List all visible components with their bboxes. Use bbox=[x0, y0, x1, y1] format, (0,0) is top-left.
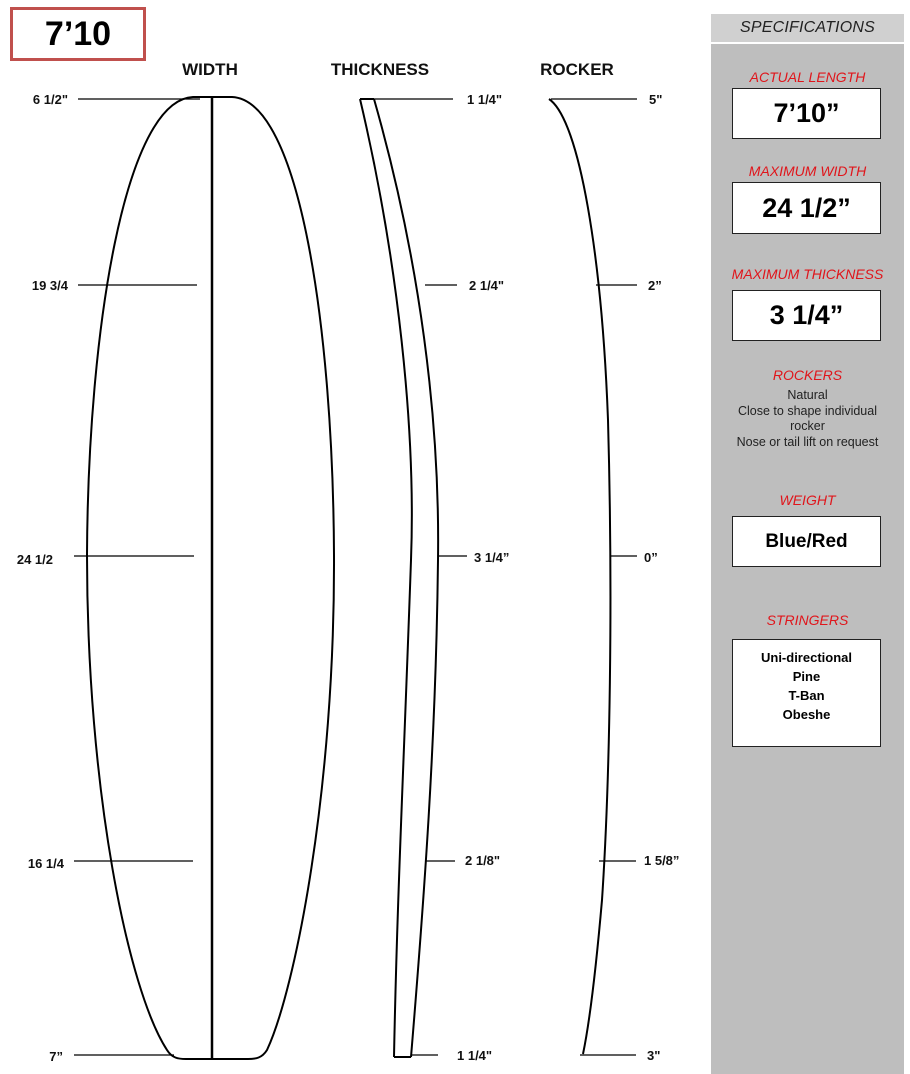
rocker-line bbox=[549, 99, 610, 1054]
stringer-item: Uni-directional bbox=[760, 650, 852, 665]
thickness-label-upper: 2 1/4" bbox=[469, 278, 505, 293]
maximum-width-label: MAXIMUM WIDTH bbox=[748, 163, 867, 179]
stringer-item: Pine bbox=[792, 669, 821, 684]
thickness-label-center: 3 1/4” bbox=[474, 550, 510, 565]
actual-length-label: ACTUAL LENGTH bbox=[749, 69, 866, 85]
rocker-label-center: 0” bbox=[644, 550, 658, 565]
rockers-label: ROCKERS bbox=[772, 367, 843, 383]
rockers-note-line: rocker bbox=[790, 419, 825, 433]
stringer-item: T-Ban bbox=[788, 688, 825, 703]
width-label-tail: 7” bbox=[49, 1049, 63, 1064]
thickness-bottom-line bbox=[360, 99, 412, 1057]
actual-length-value: 7’10” bbox=[732, 88, 881, 139]
rocker-label-tail: 3" bbox=[647, 1048, 661, 1063]
rockers-notes bbox=[711, 388, 904, 450]
weight-value: Blue/Red bbox=[732, 516, 881, 567]
maximum-width-value: 24 1/2” bbox=[732, 182, 881, 234]
thickness-label-nose: 1 1/4" bbox=[467, 92, 503, 107]
stringers-list bbox=[732, 639, 881, 747]
maximum-thickness-label: MAXIMUM THICKNESS bbox=[731, 266, 884, 282]
board-plan-outline bbox=[87, 97, 334, 1059]
width-label-nose: 6 1/2" bbox=[32, 92, 68, 107]
rockers-note-line: Nose or tail lift on request bbox=[736, 434, 879, 449]
rockers-note-line: Close to shape individual bbox=[738, 403, 877, 418]
rocker-label-nose: 5" bbox=[649, 92, 663, 107]
width-heading: WIDTH bbox=[182, 60, 238, 79]
thickness-label-lower: 2 1/8" bbox=[465, 853, 501, 868]
thickness-heading: THICKNESS bbox=[330, 60, 430, 79]
thickness-deck-line bbox=[374, 99, 438, 1057]
stringer-item: Obeshe bbox=[782, 707, 831, 722]
thickness-label-tail: 1 1/4" bbox=[457, 1048, 493, 1063]
rocker-label-upper: 2” bbox=[648, 278, 662, 293]
stringers-label: STRINGERS bbox=[766, 612, 849, 628]
model-title: 7’10 bbox=[10, 7, 146, 61]
specifications-heading: SPECIFICATIONS bbox=[711, 14, 904, 44]
width-label-lower: 16 1/4 bbox=[27, 856, 64, 871]
rockers-note-line: Natural bbox=[787, 388, 828, 402]
rocker-label-lower: 1 5/8” bbox=[644, 853, 680, 868]
width-label-upper: 19 3/4 bbox=[31, 278, 68, 293]
maximum-thickness-value: 3 1/4” bbox=[732, 290, 881, 341]
weight-label: WEIGHT bbox=[779, 492, 836, 508]
width-label-center: 24 1/2 bbox=[16, 552, 53, 567]
rocker-heading: ROCKER bbox=[540, 60, 614, 79]
